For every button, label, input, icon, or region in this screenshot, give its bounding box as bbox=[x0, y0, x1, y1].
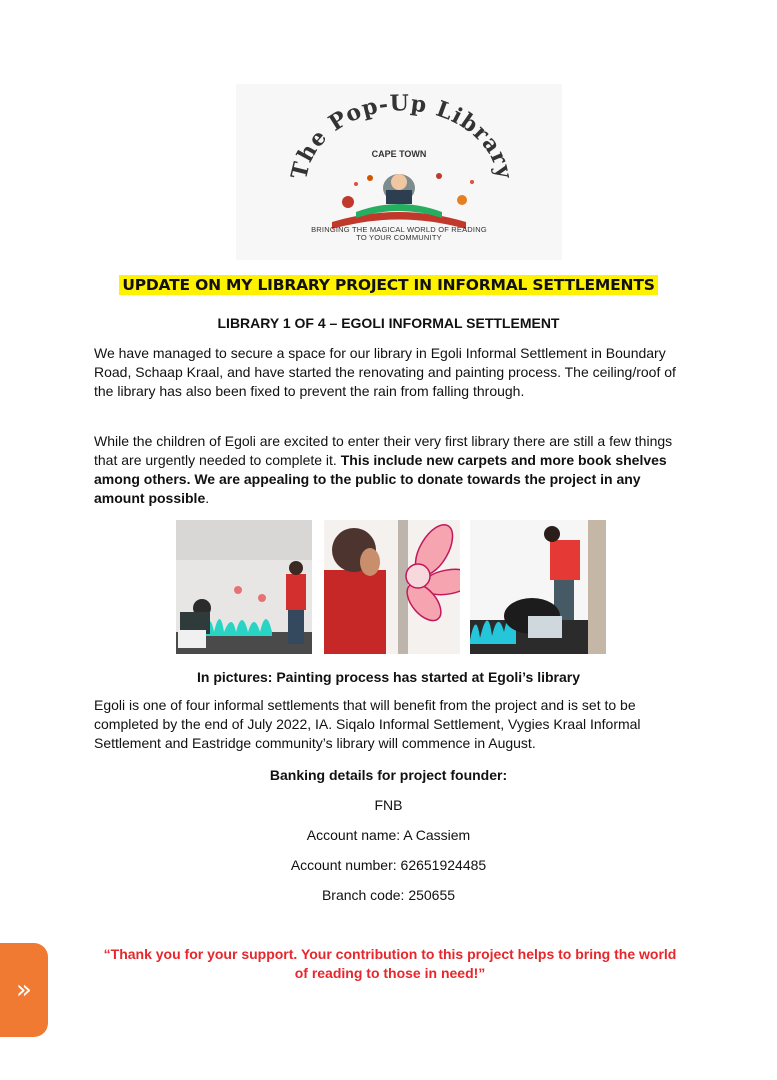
bank-name: FNB bbox=[374, 797, 403, 813]
logo-arc-text: The Pop-Up Library bbox=[286, 90, 518, 182]
account-name: Account name: A Cassiem bbox=[306, 827, 471, 843]
logo-city: CAPE TOWN bbox=[371, 149, 427, 159]
photo-painting-grass bbox=[470, 520, 606, 654]
double-chevron-right-icon: » bbox=[16, 975, 32, 1005]
photo-painting-wall bbox=[176, 520, 312, 654]
paragraph-1: We have managed to secure a space for our library in Egoli Informal Settlement in Boundary Road, Schaap Kraal, and have started the renovating and painting process. The ceiling/roof of the library has also been fixed to prevent the rain from falling through. bbox=[94, 345, 676, 399]
photo-caption: In pictures: Painting process has started at Egoli’s library bbox=[196, 669, 581, 685]
account-number: Account number: 62651924485 bbox=[290, 857, 487, 873]
logo-tagline: BRINGING THE MAGICAL WORLD OF READING TO YOUR COMMUNITY bbox=[311, 225, 487, 242]
page-title bbox=[0, 276, 777, 295]
subheading: LIBRARY 1 OF 4 – EGOLI INFORMAL SETTLEMENT bbox=[217, 315, 560, 331]
page-title-text: UPDATE ON MY LIBRARY PROJECT IN INFORMAL SETTLEMENTS bbox=[119, 275, 657, 295]
thank-you-message: “Thank you for your support. Your contribution to this project helps to bring the world of reading to those in need!” bbox=[103, 946, 677, 981]
photo-painting-flower bbox=[324, 520, 460, 654]
banking-heading: Banking details for project founder: bbox=[269, 767, 508, 783]
paragraph-3: Egoli is one of four informal settlements that will benefit from the project and is set to be completed by the end of July 2022, IA. Siqalo Informal Settlement, Vygies Kraal Informal Settlement and Eastridge community’s library will commence in August. bbox=[94, 697, 641, 751]
branch-code: Branch code: 250655 bbox=[321, 887, 456, 903]
next-page-button[interactable] bbox=[0, 943, 48, 1037]
logo bbox=[236, 84, 562, 260]
paragraph-2: While the children of Egoli are excited to enter their very first library there are still a few things that are urgently needed to complete it. This include new carpets and more book shelves among others. We are appealing to the public to donate towards the project in any amount possible. bbox=[94, 433, 673, 506]
appeal-text: This include new carpets and more book shelves among others. We are appealing to the public to donate towards the project in any amount possible bbox=[94, 452, 667, 506]
